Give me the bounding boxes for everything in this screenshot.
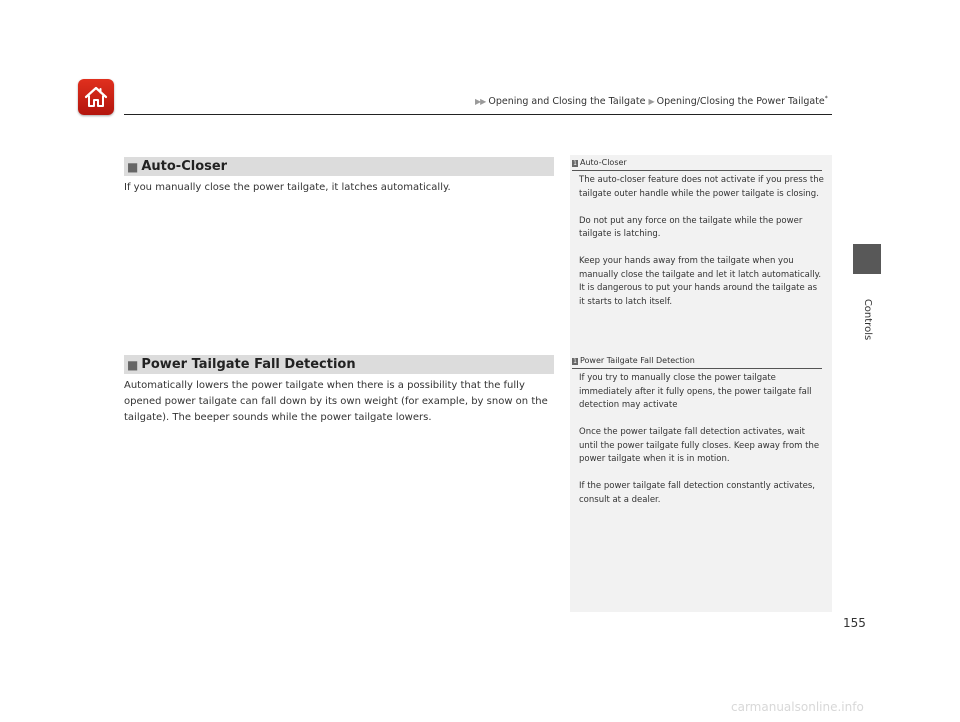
- breadcrumb-parent-link[interactable]: Opening and Closing the Tailgate: [488, 96, 646, 108]
- note-body-fall-detection: [579, 372, 825, 521]
- section-marker: ■: [127, 159, 139, 174]
- note-reference-icon: 1: [573, 160, 577, 167]
- chapter-tab-text: Controls: [862, 298, 874, 340]
- note-paragraph: Keep your hands away from the tailgate when you manually close the tailgate and let it latch automatically. It is dangerous to put your hands around the tailgate as it starts to latch itself.: [579, 256, 822, 307]
- section-heading-fall-detection: [124, 355, 554, 374]
- home-icon: [83, 84, 109, 110]
- chapter-tab-label[interactable]: [851, 278, 885, 360]
- breadcrumb-current: Opening/Closing the Power Tailgate: [656, 96, 825, 108]
- note-label: Power Tailgate Fall Detection: [580, 356, 695, 365]
- section-paragraph-fall-detection: Automatically lowers the power tailgate when there is a possibility that the fully opened power tailgate can fall down by its own weight (for example, by snow on the tailgate). The beeper sounds while the power tailgate lowers.: [124, 380, 548, 423]
- note-reference-icon: 1: [573, 358, 577, 365]
- breadcrumb-arrows: ▶▶: [475, 97, 486, 107]
- section-paragraph-auto-closer: If you manually close the power tailgate, it latches automatically.: [124, 182, 451, 193]
- note-label: Auto-Closer: [580, 158, 627, 167]
- note-paragraph: If the power tailgate fall detection constantly activates, consult at a dealer.: [579, 481, 815, 505]
- section-title: Power Tailgate Fall Detection: [141, 357, 356, 372]
- watermark: carmanualsonline.info: [731, 700, 864, 714]
- section-heading-auto-closer: [124, 157, 554, 176]
- note-paragraph: The auto-closer feature does not activate if you press the tailgate outer handle while the power tailgate is closing.: [579, 175, 824, 199]
- note-paragraph: Once the power tailgate fall detection activates, wait until the power tailgate fully closes. Keep away from the power tailgate when it is in motion.: [579, 427, 820, 464]
- note-heading-fall-detection: [572, 356, 822, 369]
- note-paragraph: Do not put any force on the tailgate while the power tailgate is latching.: [579, 215, 803, 239]
- note-heading-auto-closer: [572, 158, 822, 171]
- breadcrumb: [475, 95, 828, 107]
- breadcrumb-separator: ▶: [648, 97, 654, 107]
- note-paragraph: If you try to manually close the power tailgate immediately after it fully opens, the power tailgate fall detection may activate: [579, 373, 812, 410]
- section-marker: ■: [127, 357, 139, 372]
- note-body-auto-closer: [579, 174, 825, 323]
- chapter-tab-marker[interactable]: [853, 244, 881, 274]
- header-divider: [124, 114, 832, 115]
- page-number: 155: [843, 616, 866, 630]
- section-title: Auto-Closer: [141, 159, 228, 174]
- breadcrumb-asterisk: *: [824, 95, 828, 102]
- home-button[interactable]: [78, 79, 114, 115]
